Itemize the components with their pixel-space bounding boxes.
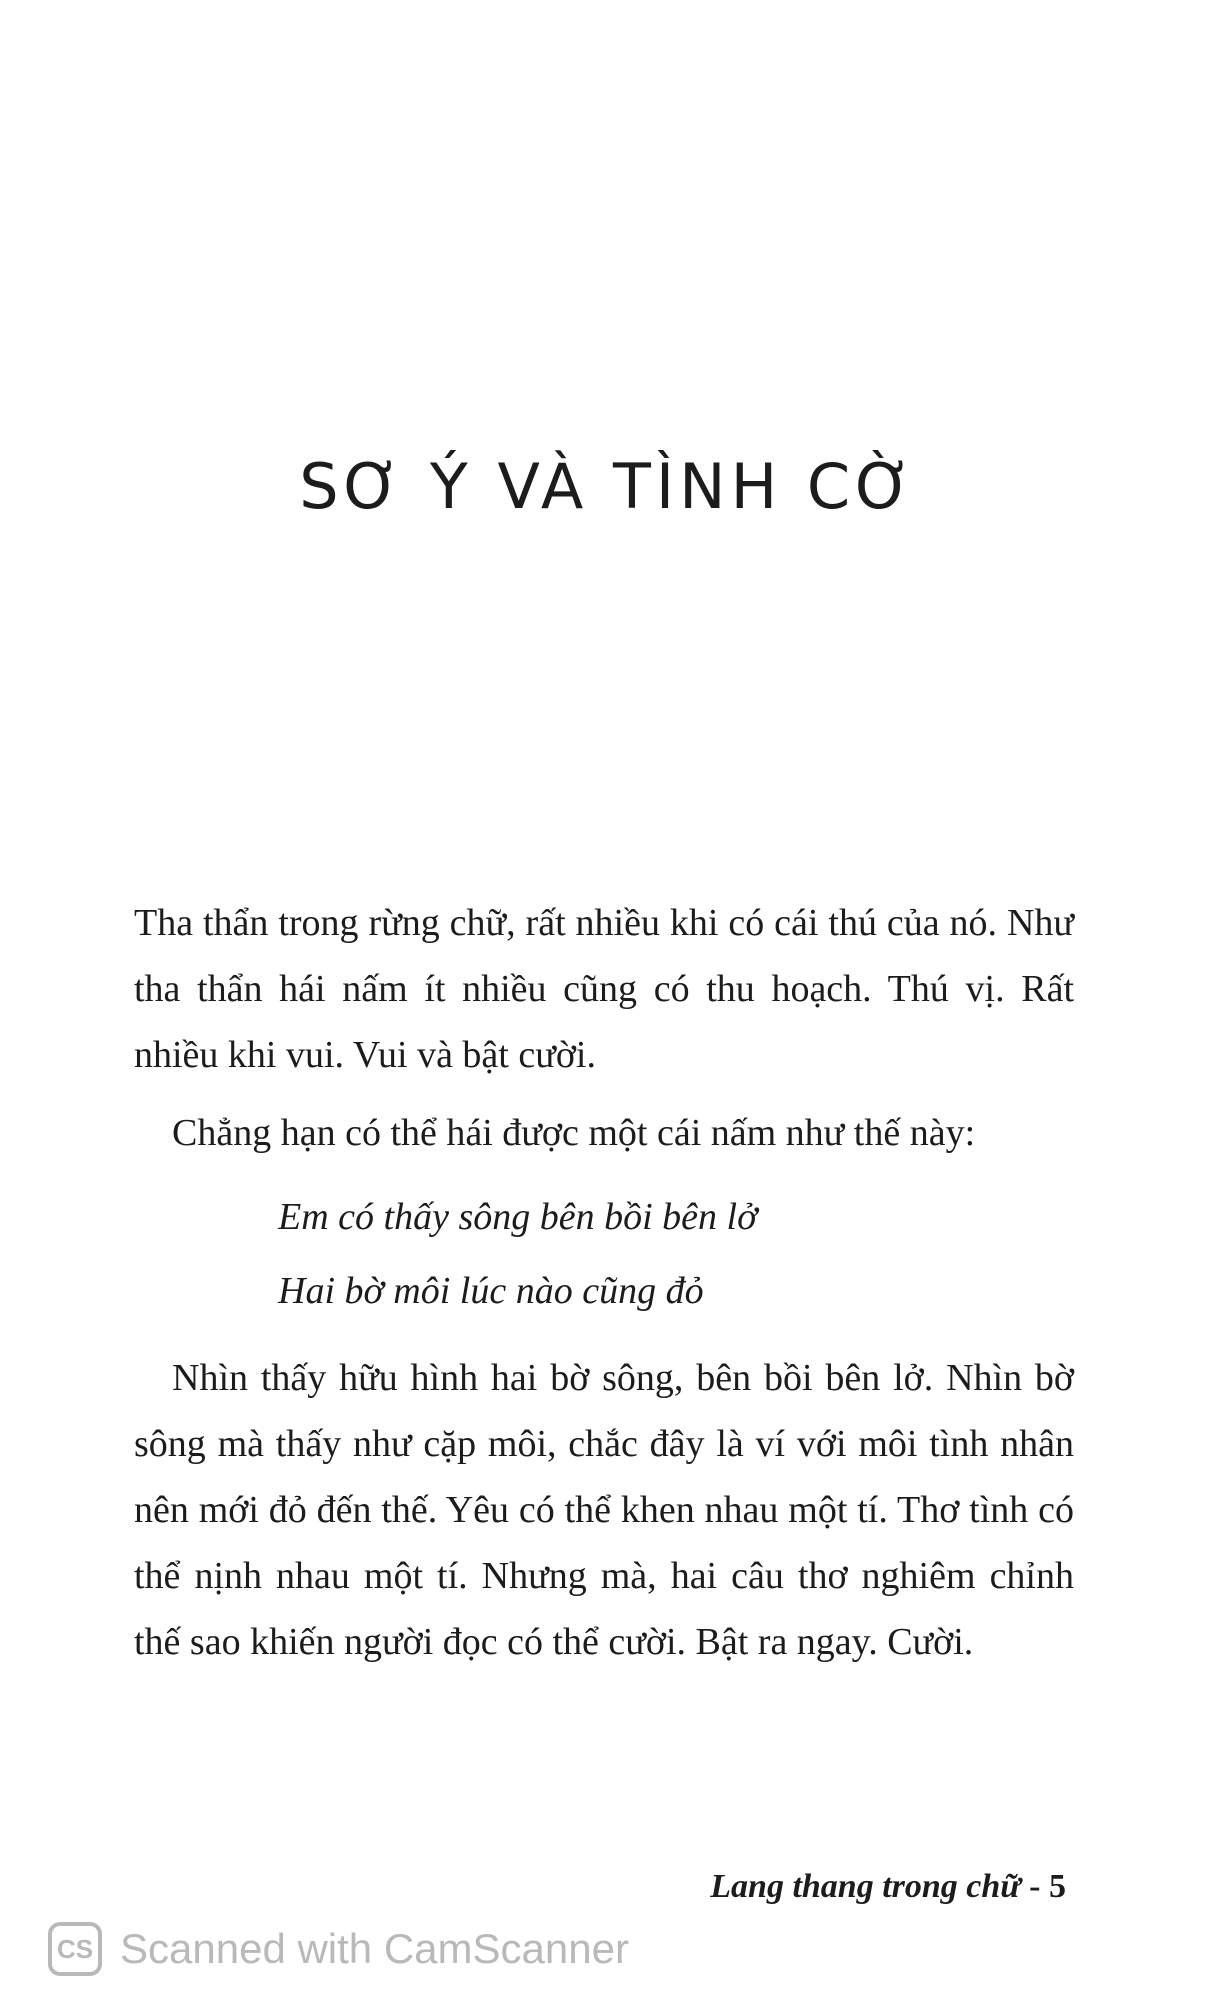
verse-line-2: Hai bờ môi lúc nào cũng đỏ	[278, 1270, 704, 1312]
camscanner-logo-icon: CS	[48, 1922, 102, 1976]
footer-separator: -	[1020, 1868, 1049, 1905]
chapter-title: SƠ Ý VÀ TÌNH CỜ	[299, 450, 917, 523]
watermark-text: Scanned with CamScanner	[120, 1925, 629, 1972]
paragraph-commentary: Nhìn thấy hữu hình hai bờ sông, bên bồi bên lở. Nhìn bờ sông mà thấy như cặp môi, chắc đây là ví với môi tình nhân nên mới đỏ đến thế. Yêu có thể khen nhau một tí. Thơ tình có thể nịnh nhau một tí. Nhưng mà, hai câu thơ nghiêm chỉnh thế sao khiến người đọc có thể cười. Bật ra ngay. Cười.	[134, 1357, 1074, 1663]
paragraph-intro: Tha thẩn trong rừng chữ, rất nhiều khi có cái thú của nó. Như tha thẩn hái nấm ít nhiều cũng có thu hoạch. Thú vị. Rất nhiều khi vui. Vui và bật cười.	[134, 902, 1074, 1076]
page-number: 5	[1049, 1868, 1066, 1905]
footer-book-title: Lang thang trong chữ	[710, 1868, 1021, 1905]
paragraph-example: Chẳng hạn có thể hái được một cái nấm như thế này:	[172, 1112, 976, 1154]
camscanner-watermark	[48, 1922, 629, 1976]
running-footer	[710, 1868, 1066, 1906]
verse-line-1: Em có thấy sông bên bồi bên lở	[278, 1196, 758, 1238]
